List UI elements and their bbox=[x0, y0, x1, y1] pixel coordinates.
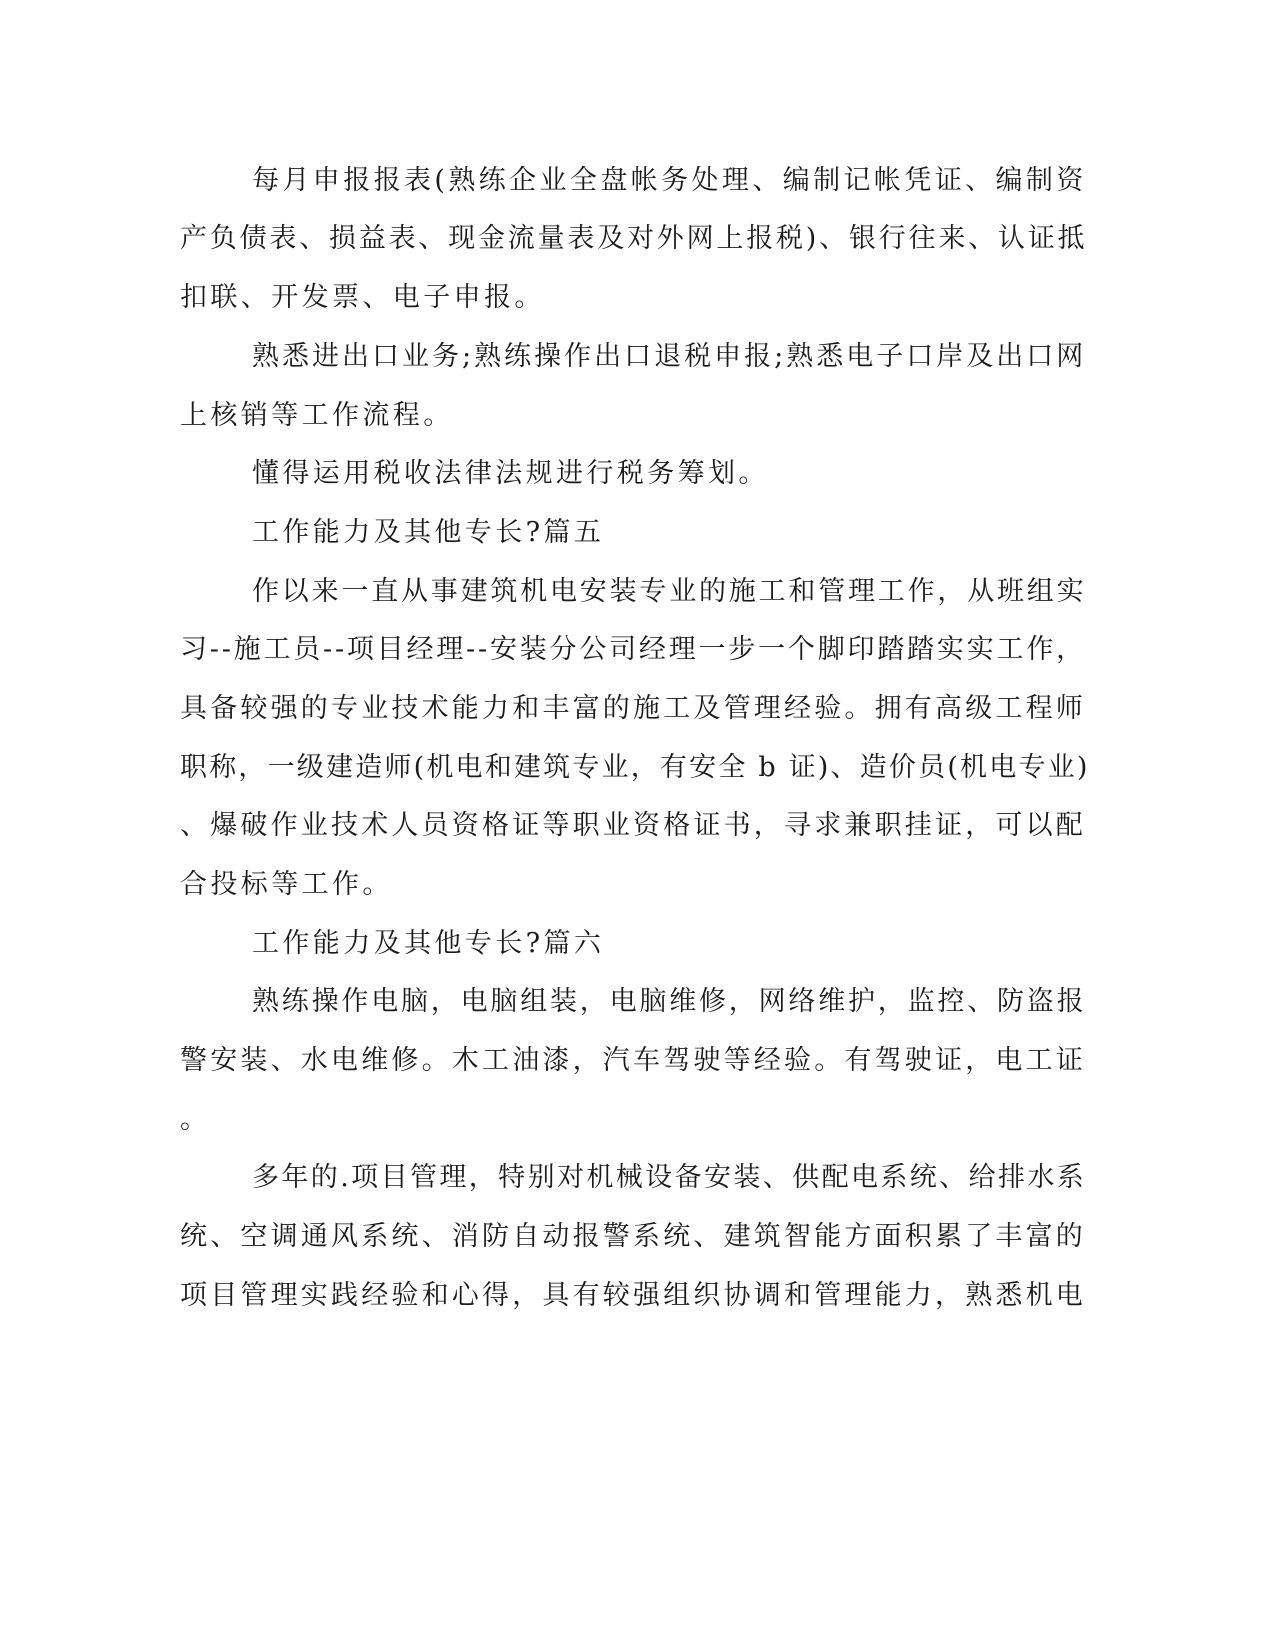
text-line: 扣联、开发票、电子申报。 bbox=[180, 282, 545, 313]
text-line: 职称，一级建造师(机电和建筑专业，有安全 b 证)、造价员(机电专业) bbox=[180, 752, 1090, 783]
text-line: 每月申报报表(熟练企业全盘帐务处理、编制记帐凭证、编制资 bbox=[252, 165, 1087, 196]
text-line: 懂得运用税收法律法规进行税务筹划。 bbox=[252, 458, 769, 489]
text-line: 习--施工员--项目经理--安装分公司经理一步一个脚印踏踏实实工作， bbox=[180, 634, 1086, 665]
text-line: 、爆破作业技术人员资格证等职业资格证书，寻求兼职挂证，可以配 bbox=[180, 810, 1086, 841]
section-heading: 工作能力及其他专长?篇五 bbox=[252, 517, 605, 548]
text-line: 。 bbox=[180, 1104, 211, 1135]
text-line: 作以来一直从事建筑机电安装专业的施工和管理工作，从班组实 bbox=[252, 576, 1087, 607]
text-line: 具备较强的专业技术能力和丰富的施工及管理经验。拥有高级工程师 bbox=[180, 693, 1086, 724]
text-line: 多年的.项目管理，特别对机械设备安装、供配电系统、给排水系 bbox=[252, 1162, 1087, 1193]
text-line: 熟练操作电脑，电脑组装，电脑维修，网络维护，监控、防盗报 bbox=[252, 986, 1087, 1017]
text-line: 上核销等工作流程。 bbox=[180, 400, 454, 431]
text-line: 警安装、水电维修。木工油漆，汽车驾驶等经验。有驾驶证，电工证 bbox=[180, 1045, 1086, 1076]
text-line: 统、空调通风系统、消防自动报警系统、建筑智能方面积累了丰富的 bbox=[180, 1221, 1086, 1252]
text-line: 熟悉进出口业务;熟练操作出口退税申报;熟悉电子口岸及出口网 bbox=[252, 341, 1087, 372]
section-heading: 工作能力及其他专长?篇六 bbox=[252, 928, 605, 959]
text-line: 项目管理实践经验和心得，具有较强组织协调和管理能力，熟悉机电 bbox=[180, 1280, 1086, 1311]
text-line: 合投标等工作。 bbox=[180, 869, 393, 900]
text-line: 产负债表、损益表、现金流量表及对外网上报税)、银行往来、认证抵 bbox=[180, 223, 1088, 254]
